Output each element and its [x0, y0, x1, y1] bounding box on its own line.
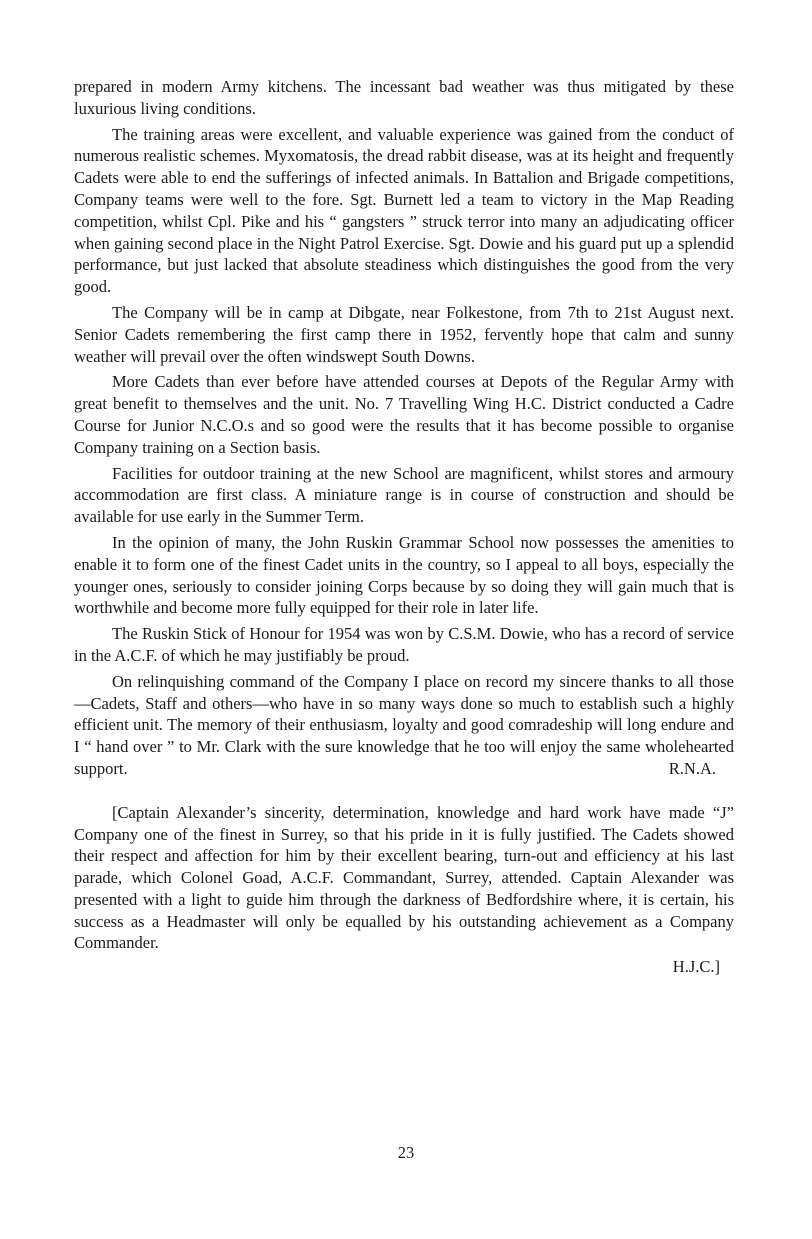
editor-note: [Captain Alexander’s sincerity, determination, knowledge and hard work have made “J” Company one of the finest in Surrey, so that his pride in it is fully justified. The Cadets showed their respect and affection for him by their excellent bearing, turn-out and efficiency at his last parade, which Colonel Goad, A.C.F. Commandant, Surrey, attended. Captain Alexander was presented with a light to guide him through the darkness of Bedfordshire where, it is certain, his success as a Headmaster will only be equalled by his outstanding achievement as a Company Commander. [74, 802, 734, 953]
paragraph-5: Facilities for outdoor training at the new School are magnificent, whilst stores and armoury accommodation are first class. A miniature range is in course of construction and should be available for use early in the Summer Term. [74, 463, 734, 527]
paragraph-8 [74, 671, 734, 780]
paragraph-8-text: On relinquishing command of the Company I place on record my sincere thanks to all those—Cadets, Staff and others—who have in so many ways done so much to establish such a highly efficient unit. The memory of their enthusiasm, loyalty and good comradeship will long endure and I “ hand over ” to Mr. Clark with the sure knowledge that he too will enjoy the same wholehearted support. [74, 671, 734, 778]
paragraph-6: In the opinion of many, the John Ruskin Grammar School now possesses the amenities to enable it to form one of the finest Cadet units in the country, so I appeal to all boys, especially the younger ones, seriously to consider joining Corps because by so doing they will gain much that is worthwhile and become more fully equipped for their role in later life. [74, 532, 734, 618]
signature-hjc: H.J.C.] [672, 957, 720, 977]
paragraph-2: The training areas were excellent, and valuable experience was gained from the conduct of numerous realistic schemes. Myxomatosis, the dread rabbit disease, was at its height and frequently Cadets were able to end the sufferings of infected animals. In Battalion and Brigade competitions, Company teams were well to the fore. Sgt. Burnett led a team to victory in the Map Reading competition, whilst Cpl. Pike and his “ gangsters ” struck terror into many an adjudicating officer when gaining second place in the Night Patrol Exercise. Sgt. Dowie and his guard put up a splendid performance, but just lacked that absolute steadiness which distinguishes the good from the very good. [74, 124, 734, 297]
paragraph-4: More Cadets than ever before have attended courses at Depots of the Regular Army with great benefit to themselves and the unit. No. 7 Travelling Wing H.C. District conducted a Cadre Course for Junior N.C.O.s and so good were the results that it has become possible to organise Company training on a Section basis. [74, 372, 734, 457]
paragraph-7: The Ruskin Stick of Honour for 1954 was won by C.S.M. Dowie, who has a record of service in the A.C.F. of which he may justifiably be proud. [74, 624, 734, 665]
body-text [74, 76, 734, 978]
paragraph-1: prepared in modern Army kitchens. The incessant bad weather was thus mitigated by these luxurious living conditions. [74, 77, 734, 118]
paragraph-3: The Company will be in camp at Dibgate, near Folkestone, from 7th to 21st August next. Senior Cadets remembering the first camp there in 1952, fervently hope that calm and sunny weather will prevail over the often windswept South Downs. [74, 302, 734, 366]
page-number: 23 [397, 1143, 415, 1162]
signature-rna: R.N.A. [668, 758, 716, 778]
